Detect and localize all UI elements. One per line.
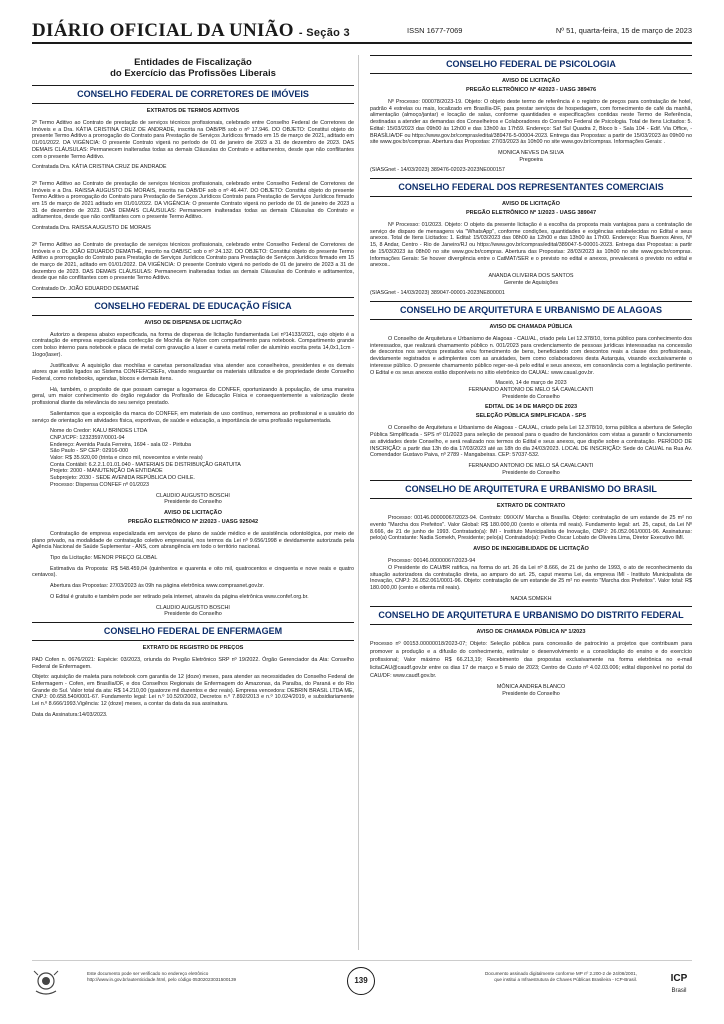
notice-paragraph: O Conselho de Arquitetura e Urbanismo de Alagoas - CAU/AL, criado pela Lei 12.378/10, torna público para conhecimento dos interessados, que realizará chamamento público n. 001/2023 para credenciamento de pessoas jurídicas interessadas na concessão de descontos nos serviços prestados e/ou fornecimento de bens, beneficiando com descontos reais a classe dos profissionais, devidamente registrados e adimplentes com as anuidades, bem como colaboradores desta Autarquia, visando exclusivamente o interesse público. O presente chamamento público reger-se-á pelo edital e seus anexos, em consonância com a legislação pertinente. O Edital e os seus anexos estão disponíveis no sítio eletrônico do CAU/AL: www.caual.gov.br. — [370, 336, 692, 376]
detail-line: São Paulo - SP CEP: 02916-000 — [50, 448, 129, 455]
notice-paragraph: Processo: 00146.00000067/2023-94. Contrato: 09/XXIV Marcha a Brasília. Objeto: contratação de um estande de 25 m² no evento "Marcha dos Prefeitos". Valor Global: R$ 180.000,00 (cento e oitenta mil reais). Fundamento legal: art. 25, caput, da Lei Nº 8.666, de 21 de junho de 1993. Contratado(a): IMI - Instituto Municipalista de Inovação, CNPJ: 26.052.061/0001-96. Assinaturas: pelo(a) Contratante: Nadia Somekh, Presidente; pelo(a) Contratado(a): Pedro Oscar Lobato de Oliveira Lima, Diretor Executivo IMI. — [370, 515, 692, 542]
notice-paragraph: Salientamos que a exposição da marca do CONFEF, em materiais de uso contínuo, rememora ao profissional e a usuário do serviço de orientação em atividades física, esportivas, de saúde e educação, a importância de uma profissão regulamentada. — [32, 410, 354, 424]
coat-of-arms-icon — [32, 969, 60, 997]
signatory-name: FERNANDO ANTONIO DE MELO SÁ CAVALCANTI — [468, 462, 594, 469]
issn: ISSN 1677-7069 — [407, 26, 463, 35]
detail-line: Conta Contábil: 6.2.2.1.01.01.040 - MATERIAIS DE DISTRIBUIÇÃO GRATUITA — [50, 461, 241, 468]
signatory-name: CLAUDIO AUGUSTO BOSCHI — [156, 492, 230, 499]
council-heading-corretores: CONSELHO FEDERAL DE CORRETORES DE IMÓVEIS — [32, 85, 354, 104]
signature-block — [370, 273, 692, 286]
signature-block — [370, 463, 692, 476]
signatory-role: Presidente do Conselho — [164, 499, 222, 506]
signature-block — [370, 684, 692, 697]
detail-line: Endereço: Avenida Paula Ferreira, 1694 - sala 02 - Pirituba — [50, 441, 192, 448]
detail-line: Processo: Dispensa CONFEF nº 01/2023 — [50, 481, 150, 488]
council-heading-distrito-federal: CONSELHO DE ARQUITETURA E URBANISMO DO DISTRITO FEDERAL — [370, 606, 692, 625]
detail-line: Projeto: 2000 - MANUTENÇÃO DA ENTIDADE — [50, 468, 163, 475]
notice-subheading: EXTRATO DE REGISTRO DE PREÇOS — [142, 644, 244, 651]
page-number: 139 — [347, 967, 375, 995]
notice-paragraph: PAD Cofen n. 0676/2021: Espécie: 03/2023, oriunda do Pregão Eletrônico SRP nº 19/2022. Órgão Gerenciador da Ata: Conselho Federal de Enfermagem. — [32, 656, 354, 670]
notice-paragraph: Estimativa da Proposta: R$ 548.459,04 (quinhentos e quarenta e oito mil, quatrocentos e cinquenta e nove reais e quatro centavos). — [32, 565, 354, 579]
notice-subheading: AVISO DE LICITAÇÃO — [164, 509, 222, 516]
contracted-line: Contratada Dra. KÁTIA CRISTINA CRUZ DE ANDRADE — [32, 164, 167, 171]
notice-subheading: AVISO DE LICITAÇÃO — [502, 78, 560, 84]
council-heading-brasil: CONSELHO DE ARQUITETURA E URBANISMO DO BRASIL — [370, 480, 692, 499]
notice-subheading: PREGÃO ELETRÔNICO Nº 4/2023 - UASG 389476 — [465, 87, 597, 93]
signature-block — [370, 380, 692, 400]
notice-paragraph: Objeto: aquisição de maleta para notebook com garantia de 12 (doze) meses, para atender as necessidades do Conselho Federal de Enfermagem - Cofen, em Brasília/DF, e dos Conselhos Regionais de Enfermagem do Amazonas, da Paraíba, do Paraná e do Rio Grande do Sul. Valor total da ata: R$ 14.210,00 (quatorze mil duzentos e dez reais). Empresa vencedora: DEBRIN BRASIL LTDA ME, CNPJ: 00.658.540/0001-67. Fundamento legal: Lei n.º 10.520/2002, Decretos n.º 7.892/2013 e n.º 10.024/2019, e subsidiariamente Lei n.º 8.666/1993.Vigência: 12 (doze) meses, a contar da data da sua assinatura. — [32, 674, 354, 708]
notice-subheading: AVISO DE CHAMADA PÚBLICA Nº 1/2023 — [476, 629, 586, 636]
icp-brasil-logo-icon — [666, 969, 692, 997]
notice-paragraph: Nº Processo: 000078/2023-19. Objeto: O objeto deste termo de referência é o registro de preços para contratação de hotel, padrão 4 estrelas ou mais, localizado em Brasília-DF, para prestar serviços de hospedagem, com fornecimento de café da manhã, alimentação (almoço/jantar) e locação de salas, conforme quantidades e especificações contidas neste Termo de Referência, destinadas a atender as demandas dos Conselheiros e Colaboradores do Conselho Federal de Psicologia. Total de Itens Licitados: 5. Edital: 15/03/2023 das 09h00 às 12h00 e das 13h00 às 17h59. Endereço: Saf Sul Quadra 2, Bloco b - Sala 104 - Edif. Via Office, - BRASÍLIA/DF ou https://www.gov.br/compras/edital/389476-5-00004-2023. Entrega das Propostas: a partir de 15/03/2023 às 09h00 no site www.gov.br/compras. Abertura das Propostas: 27/03/2023 às 10h00 no site www.gov.br/compras. Informações Gerais: . — [370, 99, 692, 146]
notice-paragraph: Processo: 00146.00000067/2023-94 — [388, 558, 476, 565]
signatory-name: NADIA SOMEKH — [510, 595, 552, 602]
contracted-line: Contratado Dr. JOÃO EDUARDO DEMATHÉ — [32, 286, 140, 293]
signature-note — [407, 971, 637, 983]
notice-subheading: EDITAL DE 14 DE MARÇO DE 2023 — [484, 404, 578, 411]
council-heading-enfermagem: CONSELHO FEDERAL DE ENFERMAGEM — [32, 622, 354, 641]
notice-paragraph: 2º Termo Aditivo ao Contrato de prestação de serviços técnicos profissionais, celebrado entre Conselho Federal de Corretores de Imóveis e a Dra. KÁTIA CRISTINA CRUZ DE ANDRADE, inscrita na OAB/PB sob o nº 17.946. DO OBJETO: Constitui objeto do presente Termo Aditivo a prorrogação do Contrato para Prestação de Serviços Jurídicos firmado em 15 de março de 2021, aditado em 01/01/2022. DA VIGÊNCIA: O presente Contrato vigerá no período de 01 de janeiro de 2023 a 31 de dezembro de 2023. DAS DEMAIS CLÁUSULAS: Permanecem inalteradas todas as demais Cláusulas do Contrato e aditamentos, desde que não conflitantes com o presente Termo Aditivo. — [32, 120, 354, 160]
notice-paragraph: Há, também, o propósito de que possam carregar a logomarca do CONFEF, oportunizando à população, de uma maneira geral, um maior conhecimento do órgão regulador da Profissão de Educação Física e consequentemente a valorização deste profissional diante da relevância do seu serviço prestado. — [32, 386, 354, 407]
verification-note — [87, 971, 317, 983]
signatory-role: Presidente do Conselho — [502, 393, 560, 400]
notice-subheading: PREGÃO ELETRÔNICO Nº 1/2023 - UASG 389047 — [465, 210, 597, 217]
section-label: - Seção 3 — [298, 27, 350, 39]
section-heading-line2: do Exercício das Profissões Liberais — [110, 68, 276, 79]
signatory-role: Pregoeira — [519, 156, 543, 163]
notice-paragraph: Abertura das Propostas: 27/03/2023 às 09h na página eletrônica www.comprasnet.gov.br. — [50, 583, 265, 590]
notice-subheading: AVISO DE CHAMADA PÚBLICA — [489, 324, 573, 331]
notice-subheading: AVISO DE LICITAÇÃO — [502, 201, 560, 208]
notice-paragraph: Data da Assinatura:14/03/2023. — [32, 711, 108, 718]
svg-text:Brasil: Brasil — [671, 988, 687, 994]
signature-block — [370, 150, 692, 163]
verification-line: Este documento pode ser verificado no endereço eletrônico — [87, 971, 209, 976]
notice-paragraph: O Conselho de Arquitetura e Urbanismo de Alagoas - CAU/AL, criado pela Lei 12.378/10, torna pública a abertura de Seleção Pública Simplificada - SPS nº 01/2023 para seleção de pessoal para o quadro de funcionários com vistas a garantir o funcionamento as atividades deste Conselho, e será realizado nos termos do Edital e seus anexos, que dispõe sobre a contratação. PERÍODO DE INSCRIÇÃO: a partir das 13h do dia 17/03/2023 até as 18h do dia 24/03/2023. LOCAL DE INSCRIÇÃO: Sede do CAU/AL na Rua Av. Comendador Gustavo Paiva, nº 2789 - Mangabeiras. CEP: 57037-532. — [370, 425, 692, 459]
signature-date: Maceió, 14 de março de 2023 — [495, 380, 567, 387]
council-heading-alagoas: CONSELHO DE ARQUITETURA E URBANISMO DE ALAGOAS — [370, 301, 692, 320]
siasg-line: (SIASGnet - 14/03/2023) 389047-00001-2023NE800001 — [370, 290, 505, 297]
notice-subheading: SELEÇÃO PÚBLICA SIMPLIFICADA - SPS — [475, 413, 587, 420]
signatory-role: Presidente do Conselho — [164, 611, 222, 618]
signature-note-line: que institui a Infraestrutura de Chaves Públicas Brasileira - ICP-Brasil. — [494, 977, 637, 982]
signature-block — [32, 605, 354, 618]
notice-subheading: AVISO DE DISPENSA DE LICITAÇÃO — [144, 319, 242, 326]
detail-line: Subprojeto: 2030 - SEDE AVENIDA REPÚBLICA DO CHILE. — [50, 475, 195, 482]
notice-subheading: EXTRATOS DE TERMOS ADITIVOS — [146, 108, 240, 114]
notice-paragraph: 2º Termo Aditivo ao Contrato de prestação de serviços técnicos profissionais, celebrado entre Conselho Federal de Corretores de Imóveis e o Dr. JOÃO EDUARDO DEMATHÉ, inscrito na OAB/SC sob o nº 24.132. DO OBJETO: Constitui objeto do presente Termo Aditivo a prorrogação do Contrato para Prestação de Serviços Jurídicos Contrato para Prestação de Serviços Jurídicos firmado em 15 de março de 2021, aditado em 01/01/2022. DA VIGÊNCIA: O presente Contrato vigerá no período de 01 de janeiro de 2023 a 31 de dezembro de 2023. DAS DEMAIS CLÁUSULAS: Permanecem inalteradas todas as demais Cláusulas do Contrato e aditamentos, desde que não conflitantes com o presente Termo Aditivo. — [32, 241, 354, 282]
issue-info: Nº 51, quarta-feira, 15 de março de 2023 — [555, 26, 692, 35]
gazette-title: DIÁRIO OFICIAL DA UNIÃO - Seção 3 — [32, 20, 350, 41]
signatory-name: FERNANDO ANTONIO DE MELO SÁ CAVALCANTI — [468, 386, 594, 393]
signatory-name: MONICA NEVES DA SILVA — [498, 149, 564, 156]
signatory-name: MÔNICA ANDREA BLANCO — [496, 684, 566, 691]
siasg-line: (SIASGnet - 14/03/2023) 389476-02023-2023NE000157 — [370, 167, 505, 174]
notice-paragraph: Contratação de empresa especializada em serviços de plano de saúde médico e de assistência odontológica, por meio de plano privado, na modalidade de contratação coletivo empresarial, nos termos da Lei nº 9.656/1998 e devidamente autorizada pela Agência Nacional de Saúde Suplementar - ANS, com abrangência em todo o território nacional. — [32, 530, 354, 551]
council-heading-educacao-fisica: CONSELHO FEDERAL DE EDUCAÇÃO FÍSICA — [32, 297, 354, 316]
notice-subheading: AVISO DE INEXIGIBILIDADE DE LICITAÇÃO — [473, 546, 589, 553]
council-heading-psicologia: CONSELHO FEDERAL DE PSICOLOGIA — [370, 55, 692, 74]
page-footer — [32, 960, 692, 1001]
notice-paragraph: Justificativa: A aquisição das mochilas e canetas personalizadas visa atender aos conselheiros, presidentes e os demais atores que estão ligados ao Sistema CONFEF/CREFs, visando resguardar os materiais utilizados e de propriedade deste Conselho Federal, como notebooks, agendas, blocos e demais itens. — [32, 362, 354, 382]
council-heading-representantes: CONSELHO FEDERAL DOS REPRESENTANTES COMERCIAIS — [370, 178, 692, 197]
notice-paragraph: O Edital é gratuito e também pode ser retirado pela internet, através da página eletrônica www.confef.org.br. — [50, 593, 309, 600]
notice-paragraph: Nº Processo: 01/2023. Objeto: O objeto da presente licitação é a escolha da proposta mais vantajosa para a contratação de serviço de disparo de mensagens via "WhatsApp", conforme condições, quantidades e exigências estabelecidas no Edital e seus anexos. Total de Itens Licitados: 1. Edital: 15/03/2023 das 08h00 às 12h00 e das 13h00 às 17h00. Endereço: Rua Buenos Aires, Nº 15, 8 Andar, Centro - Rio de Janeiro/RJ ou https://www.gov.br/compras/edital/389047-5-00001-2023. Entrega das Propostas: a partir de 15/03/2023 às 08h00 no site www.gov.br/compras. Abertura das Propostas: 28/03/2023 às 10h00 no site www.gov.br/compras. Informações Gerais: Se houver divergência entre o CatMAT/SER e o previsto no edital e anexos, prevalecerá o previsto no edital e anexos.. — [370, 222, 692, 269]
notice-paragraph: Processo nº 00153.00000018/2023-07; Objeto: Seleção pública para concessão de patrocínio a projetos que contribuam para promover a produção e a difusão do conhecimento, estimular o desenvolvimento e a consolidação do ensino e do exercício profissional; Valor máximo R$ 66.213,19; Recebimento das propostas exclusivamente na forma eletrônica no e-mail licitaCAU@caudf.gov.br entre os dias 17 de março e 5 maio de 2023; Centro de Custo nº 4.02.03.006; edital disponível no portal do CAU/DF: www.caudf.gov.br. — [370, 641, 692, 679]
signatory-role: Presidente do Conselho — [502, 691, 560, 698]
left-column — [32, 55, 354, 955]
notice-subheading: PREGÃO ELETRÔNICO Nº 2/2023 - UASG 925042 — [127, 518, 259, 525]
detail-line: Nome do Credor: KALU BRINDES LTDA — [50, 428, 148, 435]
contracted-line: Contratada Dra. RAISSA AUGUSTO DE MORAIS — [32, 225, 151, 232]
signature-block — [32, 493, 354, 506]
detail-line: Valor: R$ 35.920,00 (trinta e cinco mil, novecentos e vinte reais) — [50, 455, 203, 462]
notice-paragraph: Tipo da Licitação: MENOR PREÇO GLOBAL — [50, 555, 158, 562]
column-divider — [358, 55, 359, 950]
detail-line: CNPJ/CPF: 12323597/0001-94 — [50, 434, 125, 441]
notice-subheading: EXTRATO DE CONTRATO — [496, 503, 566, 510]
notice-paragraph: O Presidente do CAU/BR ratifica, na forma do art. 26 da Lei nº 8.666, de 21 de junho de 1993, o ato de reconhecimento da situação autorizadora da contratação direta, ao amparo do art. 25, caput mesma Lei, da empresa IMI - Instituto Municipalista de Inovação, CNPJ: 26.052.061/0001-96. Objeto: contratação de um estande de 25 m² no evento "Marcha dos Prefeitos". Valor total: R$ 180.000,00 (cento e oitenta mil reais). — [370, 564, 692, 591]
signature-block — [370, 596, 692, 603]
notice-paragraph: Autorizo a despesa abaixo especificada, na forma de dispensa de licitação fundamentada Lei nº14133/2021, cujo objeto é a contratação de empresa especializada confecção de Mochila de Nylon com compartimento para notebook. Compartimento grande com bolso interno para notebook e placa de metal com gravação a laser e caneta metal roller de alumínio escrita preta 14,0x1,1cm - 1logo(laser). — [32, 331, 354, 358]
signatory-role: Gerente de Aquisições — [503, 279, 559, 286]
section-heading — [32, 57, 354, 79]
masthead — [32, 20, 692, 44]
signatory-name: CLAUDIO AUGUSTO BOSCHI — [156, 604, 230, 611]
signature-note-line: Documento assinado digitalmente conforme MP nº 2.200-2 de 24/08/2001, — [484, 971, 637, 976]
verification-url: http://www.in.gov.br/autenticidade.html, pelo código 05302023031500139 — [87, 977, 237, 982]
right-column — [370, 55, 692, 955]
signatory-role: Presidente do Conselho — [502, 469, 560, 476]
svg-text:ICP: ICP — [670, 973, 688, 984]
signatory-name: ANANDA OLIVEIRA DOS SANTOS — [488, 272, 574, 279]
section-heading-line1: Entidades de Fiscalização — [134, 57, 252, 68]
notice-paragraph: 2º Termo Aditivo ao Contrato de prestação de serviços técnicos profissionais, celebrado entre Conselho Federal de Corretores de Imóveis e a Dra. RAISSA AUGUSTO DE MORAIS, inscrita na OAB/DF sob o nº 46.447. DO OBJETO: Constitui objeto do presente Termo Aditivo a prorrogação do Contrato para Prestação de Serviços Jurídicos Contrato para Prestação de Serviços Jurídicos firmado em 15 de março de 2021 aditado em 01/01/2022. DA VIGÊNCIA: O presente Contrato vigerá no período de 01 de janeiro de 2023 a 31 de dezembro de 2023. DAS DEMAIS CLÁUSULAS: Permanecem inalteradas todas as demais Cláusulas do Contrato e aditamentos, desde que não conflitantes com o presente Termo Aditivo. — [32, 180, 354, 221]
